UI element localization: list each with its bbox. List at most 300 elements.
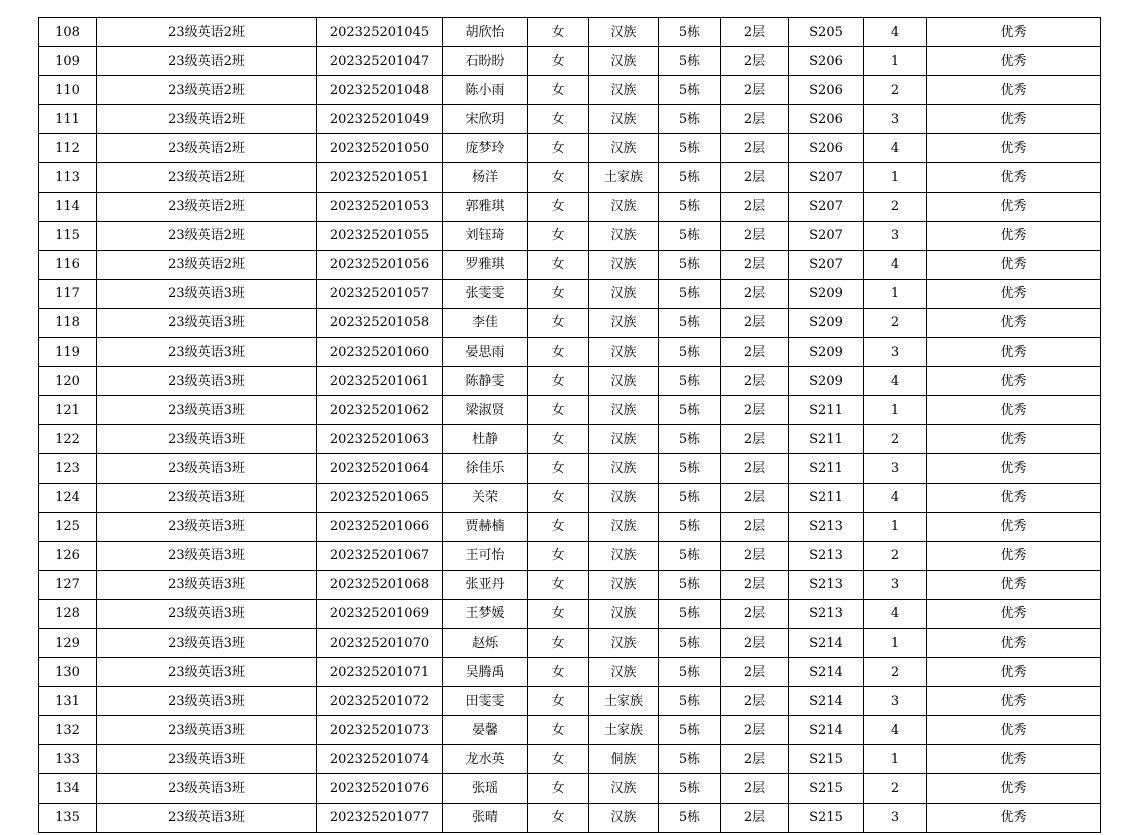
student-id-cell: 202325201053: [317, 192, 443, 221]
room-cell: S207: [789, 221, 864, 250]
bed-number-cell: 1: [864, 396, 927, 425]
row-number-cell: 124: [39, 483, 97, 512]
class-cell: 23级英语3班: [97, 483, 317, 512]
room-cell: S215: [789, 774, 864, 803]
student-name-cell: 宋欣玥: [443, 105, 528, 134]
gender-cell: 女: [528, 628, 589, 657]
bed-number-cell: 2: [864, 425, 927, 454]
class-cell: 23级英语3班: [97, 396, 317, 425]
floor-cell: 2层: [721, 599, 789, 628]
bed-number-cell: 2: [864, 774, 927, 803]
room-cell: S214: [789, 658, 864, 687]
student-id-cell: 202325201050: [317, 134, 443, 163]
gender-cell: 女: [528, 396, 589, 425]
ethnicity-cell: 土家族: [589, 163, 659, 192]
ethnicity-cell: 侗族: [589, 745, 659, 774]
class-cell: 23级英语2班: [97, 76, 317, 105]
student-name-cell: 庞梦玲: [443, 134, 528, 163]
student-name-cell: 郭雅琪: [443, 192, 528, 221]
gender-cell: 女: [528, 308, 589, 337]
building-cell: 5栋: [659, 396, 721, 425]
ethnicity-cell: 汉族: [589, 134, 659, 163]
class-cell: 23级英语3班: [97, 279, 317, 308]
rating-cell: 优秀: [927, 279, 1101, 308]
bed-number-cell: 3: [864, 105, 927, 134]
student-name-cell: 王可怡: [443, 541, 528, 570]
gender-cell: 女: [528, 454, 589, 483]
floor-cell: 2层: [721, 367, 789, 396]
building-cell: 5栋: [659, 687, 721, 716]
floor-cell: 2层: [721, 628, 789, 657]
ethnicity-cell: 汉族: [589, 221, 659, 250]
building-cell: 5栋: [659, 774, 721, 803]
gender-cell: 女: [528, 18, 589, 47]
bed-number-cell: 2: [864, 658, 927, 687]
student-name-cell: 陈静雯: [443, 367, 528, 396]
floor-cell: 2层: [721, 396, 789, 425]
room-cell: S209: [789, 308, 864, 337]
student-id-cell: 202325201074: [317, 745, 443, 774]
floor-cell: 2层: [721, 279, 789, 308]
room-cell: S214: [789, 628, 864, 657]
table-row: [39, 658, 1101, 687]
class-cell: 23级英语2班: [97, 163, 317, 192]
rating-cell: 优秀: [927, 105, 1101, 134]
room-cell: S211: [789, 396, 864, 425]
student-id-cell: 202325201056: [317, 250, 443, 279]
rating-cell: 优秀: [927, 396, 1101, 425]
class-cell: 23级英语3班: [97, 628, 317, 657]
building-cell: 5栋: [659, 338, 721, 367]
student-id-cell: 202325201060: [317, 338, 443, 367]
rating-cell: 优秀: [927, 687, 1101, 716]
rating-cell: 优秀: [927, 774, 1101, 803]
bed-number-cell: 4: [864, 599, 927, 628]
room-cell: S206: [789, 76, 864, 105]
student-id-cell: 202325201048: [317, 76, 443, 105]
rating-cell: 优秀: [927, 47, 1101, 76]
student-id-cell: 202325201077: [317, 803, 443, 832]
gender-cell: 女: [528, 512, 589, 541]
student-name-cell: 胡欣怡: [443, 18, 528, 47]
ethnicity-cell: 汉族: [589, 367, 659, 396]
rating-cell: 优秀: [927, 338, 1101, 367]
room-cell: S209: [789, 279, 864, 308]
building-cell: 5栋: [659, 47, 721, 76]
roster-body: [39, 18, 1101, 833]
room-cell: S207: [789, 163, 864, 192]
floor-cell: 2层: [721, 163, 789, 192]
student-name-cell: 田雯雯: [443, 687, 528, 716]
row-number-cell: 129: [39, 628, 97, 657]
gender-cell: 女: [528, 47, 589, 76]
table-row: [39, 570, 1101, 599]
floor-cell: 2层: [721, 308, 789, 337]
building-cell: 5栋: [659, 512, 721, 541]
ethnicity-cell: 汉族: [589, 425, 659, 454]
floor-cell: 2层: [721, 47, 789, 76]
bed-number-cell: 4: [864, 483, 927, 512]
row-number-cell: 117: [39, 279, 97, 308]
ethnicity-cell: 汉族: [589, 250, 659, 279]
student-name-cell: 罗雅琪: [443, 250, 528, 279]
rating-cell: 优秀: [927, 599, 1101, 628]
bed-number-cell: 1: [864, 47, 927, 76]
building-cell: 5栋: [659, 745, 721, 774]
rating-cell: 优秀: [927, 483, 1101, 512]
ethnicity-cell: 汉族: [589, 658, 659, 687]
row-number-cell: 112: [39, 134, 97, 163]
student-id-cell: 202325201061: [317, 367, 443, 396]
ethnicity-cell: 汉族: [589, 18, 659, 47]
floor-cell: 2层: [721, 716, 789, 745]
bed-number-cell: 4: [864, 716, 927, 745]
gender-cell: 女: [528, 774, 589, 803]
student-name-cell: 杨洋: [443, 163, 528, 192]
class-cell: 23级英语3班: [97, 541, 317, 570]
student-name-cell: 晏思雨: [443, 338, 528, 367]
student-id-cell: 202325201072: [317, 687, 443, 716]
room-cell: S213: [789, 599, 864, 628]
room-cell: S215: [789, 745, 864, 774]
table-row: [39, 425, 1101, 454]
room-cell: S206: [789, 134, 864, 163]
floor-cell: 2层: [721, 134, 789, 163]
table-row: [39, 483, 1101, 512]
building-cell: 5栋: [659, 454, 721, 483]
building-cell: 5栋: [659, 221, 721, 250]
student-id-cell: 202325201076: [317, 774, 443, 803]
room-cell: S209: [789, 338, 864, 367]
ethnicity-cell: 汉族: [589, 308, 659, 337]
table-row: [39, 338, 1101, 367]
building-cell: 5栋: [659, 18, 721, 47]
table-row: [39, 716, 1101, 745]
student-id-cell: 202325201073: [317, 716, 443, 745]
bed-number-cell: 1: [864, 745, 927, 774]
room-cell: S206: [789, 47, 864, 76]
gender-cell: 女: [528, 425, 589, 454]
floor-cell: 2层: [721, 18, 789, 47]
rating-cell: 优秀: [927, 76, 1101, 105]
ethnicity-cell: 汉族: [589, 105, 659, 134]
row-number-cell: 116: [39, 250, 97, 279]
building-cell: 5栋: [659, 134, 721, 163]
student-name-cell: 陈小雨: [443, 76, 528, 105]
bed-number-cell: 3: [864, 454, 927, 483]
class-cell: 23级英语2班: [97, 105, 317, 134]
floor-cell: 2层: [721, 483, 789, 512]
table-row: [39, 163, 1101, 192]
ethnicity-cell: 土家族: [589, 716, 659, 745]
table-row: [39, 803, 1101, 832]
bed-number-cell: 2: [864, 308, 927, 337]
gender-cell: 女: [528, 163, 589, 192]
rating-cell: 优秀: [927, 134, 1101, 163]
rating-cell: 优秀: [927, 308, 1101, 337]
row-number-cell: 133: [39, 745, 97, 774]
gender-cell: 女: [528, 599, 589, 628]
table-row: [39, 774, 1101, 803]
gender-cell: 女: [528, 716, 589, 745]
student-id-cell: 202325201049: [317, 105, 443, 134]
floor-cell: 2层: [721, 76, 789, 105]
student-name-cell: 贾赫楠: [443, 512, 528, 541]
class-cell: 23级英语3班: [97, 658, 317, 687]
bed-number-cell: 4: [864, 367, 927, 396]
building-cell: 5栋: [659, 192, 721, 221]
gender-cell: 女: [528, 221, 589, 250]
ethnicity-cell: 汉族: [589, 599, 659, 628]
room-cell: S214: [789, 716, 864, 745]
student-id-cell: 202325201065: [317, 483, 443, 512]
gender-cell: 女: [528, 279, 589, 308]
room-cell: S206: [789, 105, 864, 134]
student-id-cell: 202325201057: [317, 279, 443, 308]
student-name-cell: 张瑶: [443, 774, 528, 803]
building-cell: 5栋: [659, 570, 721, 599]
ethnicity-cell: 汉族: [589, 803, 659, 832]
rating-cell: 优秀: [927, 628, 1101, 657]
class-cell: 23级英语2班: [97, 250, 317, 279]
student-name-cell: 吴腾禹: [443, 658, 528, 687]
room-cell: S209: [789, 367, 864, 396]
table-row: [39, 367, 1101, 396]
building-cell: 5栋: [659, 105, 721, 134]
student-name-cell: 徐佳乐: [443, 454, 528, 483]
row-number-cell: 125: [39, 512, 97, 541]
bed-number-cell: 3: [864, 803, 927, 832]
gender-cell: 女: [528, 570, 589, 599]
class-cell: 23级英语3班: [97, 716, 317, 745]
room-cell: S213: [789, 541, 864, 570]
floor-cell: 2层: [721, 774, 789, 803]
rating-cell: 优秀: [927, 425, 1101, 454]
room-cell: S215: [789, 803, 864, 832]
table-row: [39, 18, 1101, 47]
floor-cell: 2层: [721, 192, 789, 221]
student-name-cell: 石盼盼: [443, 47, 528, 76]
floor-cell: 2层: [721, 425, 789, 454]
table-row: [39, 192, 1101, 221]
room-cell: S207: [789, 192, 864, 221]
bed-number-cell: 3: [864, 570, 927, 599]
building-cell: 5栋: [659, 308, 721, 337]
rating-cell: 优秀: [927, 367, 1101, 396]
ethnicity-cell: 汉族: [589, 541, 659, 570]
table-row: [39, 47, 1101, 76]
gender-cell: 女: [528, 367, 589, 396]
bed-number-cell: 1: [864, 279, 927, 308]
student-name-cell: 赵烁: [443, 628, 528, 657]
rating-cell: 优秀: [927, 716, 1101, 745]
class-cell: 23级英语3班: [97, 367, 317, 396]
gender-cell: 女: [528, 192, 589, 221]
table-row: [39, 454, 1101, 483]
bed-number-cell: 3: [864, 338, 927, 367]
rating-cell: 优秀: [927, 18, 1101, 47]
class-cell: 23级英语3班: [97, 687, 317, 716]
gender-cell: 女: [528, 250, 589, 279]
class-cell: 23级英语3班: [97, 745, 317, 774]
bed-number-cell: 2: [864, 76, 927, 105]
row-number-cell: 115: [39, 221, 97, 250]
floor-cell: 2层: [721, 803, 789, 832]
table-row: [39, 512, 1101, 541]
class-cell: 23级英语3班: [97, 338, 317, 367]
ethnicity-cell: 汉族: [589, 192, 659, 221]
floor-cell: 2层: [721, 454, 789, 483]
building-cell: 5栋: [659, 76, 721, 105]
building-cell: 5栋: [659, 541, 721, 570]
row-number-cell: 131: [39, 687, 97, 716]
row-number-cell: 118: [39, 308, 97, 337]
gender-cell: 女: [528, 134, 589, 163]
row-number-cell: 119: [39, 338, 97, 367]
table-row: [39, 541, 1101, 570]
row-number-cell: 122: [39, 425, 97, 454]
building-cell: 5栋: [659, 658, 721, 687]
gender-cell: 女: [528, 541, 589, 570]
rating-cell: 优秀: [927, 250, 1101, 279]
row-number-cell: 134: [39, 774, 97, 803]
class-cell: 23级英语2班: [97, 192, 317, 221]
student-id-cell: 202325201063: [317, 425, 443, 454]
student-id-cell: 202325201070: [317, 628, 443, 657]
student-id-cell: 202325201051: [317, 163, 443, 192]
class-cell: 23级英语3班: [97, 599, 317, 628]
room-cell: S214: [789, 687, 864, 716]
ethnicity-cell: 土家族: [589, 687, 659, 716]
row-number-cell: 123: [39, 454, 97, 483]
student-id-cell: 202325201047: [317, 47, 443, 76]
floor-cell: 2层: [721, 105, 789, 134]
class-cell: 23级英语3班: [97, 425, 317, 454]
rating-cell: 优秀: [927, 570, 1101, 599]
student-name-cell: 刘钰琦: [443, 221, 528, 250]
floor-cell: 2层: [721, 541, 789, 570]
building-cell: 5栋: [659, 483, 721, 512]
student-name-cell: 晏馨: [443, 716, 528, 745]
ethnicity-cell: 汉族: [589, 512, 659, 541]
rating-cell: 优秀: [927, 658, 1101, 687]
building-cell: 5栋: [659, 599, 721, 628]
class-cell: 23级英语3班: [97, 308, 317, 337]
floor-cell: 2层: [721, 687, 789, 716]
room-cell: S211: [789, 454, 864, 483]
bed-number-cell: 1: [864, 163, 927, 192]
building-cell: 5栋: [659, 716, 721, 745]
gender-cell: 女: [528, 658, 589, 687]
room-cell: S213: [789, 570, 864, 599]
bed-number-cell: 4: [864, 134, 927, 163]
building-cell: 5栋: [659, 425, 721, 454]
bed-number-cell: 1: [864, 628, 927, 657]
gender-cell: 女: [528, 105, 589, 134]
student-name-cell: 杜静: [443, 425, 528, 454]
bed-number-cell: 1: [864, 512, 927, 541]
student-name-cell: 龙水英: [443, 745, 528, 774]
student-id-cell: 202325201064: [317, 454, 443, 483]
student-name-cell: 张亚丹: [443, 570, 528, 599]
table-row: [39, 250, 1101, 279]
floor-cell: 2层: [721, 221, 789, 250]
row-number-cell: 108: [39, 18, 97, 47]
row-number-cell: 128: [39, 599, 97, 628]
student-id-cell: 202325201058: [317, 308, 443, 337]
building-cell: 5栋: [659, 803, 721, 832]
table-row: [39, 134, 1101, 163]
table-row: [39, 687, 1101, 716]
student-id-cell: 202325201068: [317, 570, 443, 599]
bed-number-cell: 3: [864, 221, 927, 250]
class-cell: 23级英语2班: [97, 134, 317, 163]
row-number-cell: 135: [39, 803, 97, 832]
row-number-cell: 109: [39, 47, 97, 76]
building-cell: 5栋: [659, 163, 721, 192]
rating-cell: 优秀: [927, 221, 1101, 250]
floor-cell: 2层: [721, 658, 789, 687]
ethnicity-cell: 汉族: [589, 47, 659, 76]
gender-cell: 女: [528, 483, 589, 512]
ethnicity-cell: 汉族: [589, 396, 659, 425]
class-cell: 23级英语3班: [97, 803, 317, 832]
rating-cell: 优秀: [927, 454, 1101, 483]
building-cell: 5栋: [659, 279, 721, 308]
student-name-cell: 张雯雯: [443, 279, 528, 308]
student-name-cell: 张晴: [443, 803, 528, 832]
row-number-cell: 121: [39, 396, 97, 425]
room-cell: S207: [789, 250, 864, 279]
room-cell: S211: [789, 425, 864, 454]
gender-cell: 女: [528, 338, 589, 367]
student-name-cell: 关荣: [443, 483, 528, 512]
building-cell: 5栋: [659, 367, 721, 396]
rating-cell: 优秀: [927, 192, 1101, 221]
dormitory-roster-sheet: [38, 17, 1101, 833]
row-number-cell: 126: [39, 541, 97, 570]
table-row: [39, 599, 1101, 628]
row-number-cell: 127: [39, 570, 97, 599]
building-cell: 5栋: [659, 628, 721, 657]
class-cell: 23级英语3班: [97, 570, 317, 599]
ethnicity-cell: 汉族: [589, 483, 659, 512]
student-name-cell: 王梦媛: [443, 599, 528, 628]
bed-number-cell: 2: [864, 541, 927, 570]
rating-cell: 优秀: [927, 541, 1101, 570]
row-number-cell: 110: [39, 76, 97, 105]
rating-cell: 优秀: [927, 512, 1101, 541]
student-name-cell: 李佳: [443, 308, 528, 337]
gender-cell: 女: [528, 745, 589, 774]
student-id-cell: 202325201066: [317, 512, 443, 541]
student-id-cell: 202325201055: [317, 221, 443, 250]
table-row: [39, 76, 1101, 105]
table-row: [39, 105, 1101, 134]
room-cell: S211: [789, 483, 864, 512]
class-cell: 23级英语2班: [97, 47, 317, 76]
class-cell: 23级英语3班: [97, 774, 317, 803]
table-row: [39, 221, 1101, 250]
rating-cell: 优秀: [927, 803, 1101, 832]
table-row: [39, 745, 1101, 774]
room-cell: S205: [789, 18, 864, 47]
ethnicity-cell: 汉族: [589, 76, 659, 105]
row-number-cell: 132: [39, 716, 97, 745]
student-id-cell: 202325201069: [317, 599, 443, 628]
bed-number-cell: 3: [864, 687, 927, 716]
gender-cell: 女: [528, 76, 589, 105]
